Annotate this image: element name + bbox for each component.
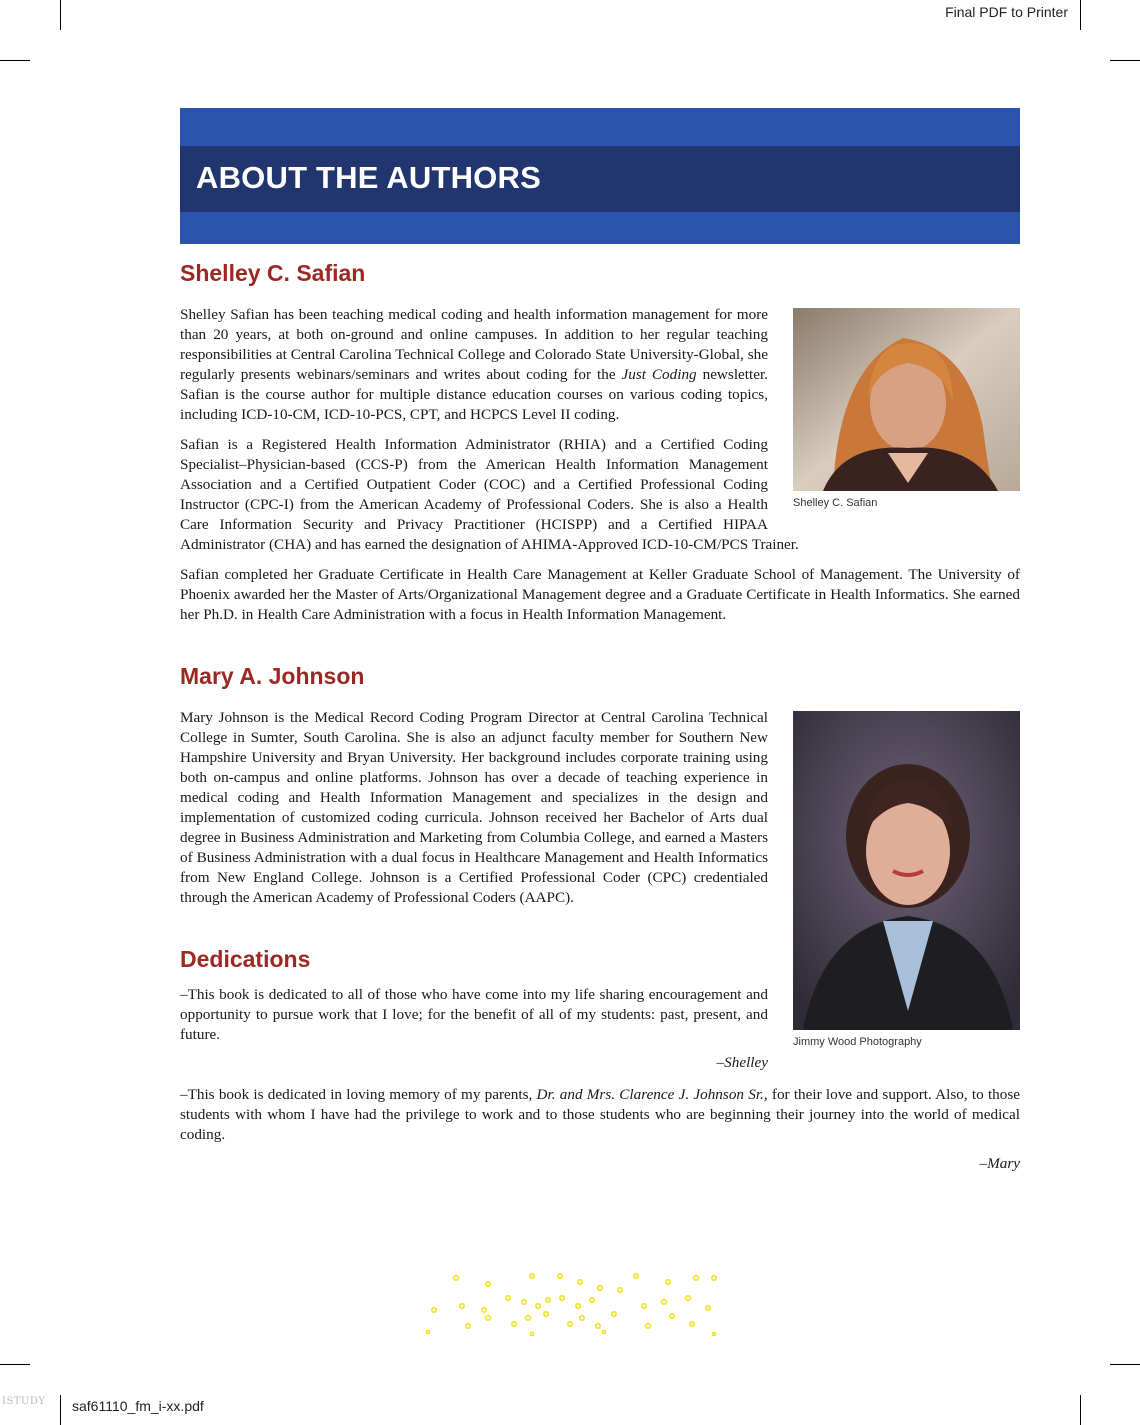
crop-mark bbox=[1080, 0, 1081, 30]
crop-mark bbox=[1080, 1395, 1081, 1425]
footer-filename: saf61110_fm_i-xx.pdf bbox=[72, 1398, 204, 1414]
dedication-signature: –Shelley bbox=[716, 1054, 768, 1071]
photo-caption: Shelley C. Safian bbox=[793, 497, 878, 509]
watermark: ISTUDY bbox=[2, 1396, 46, 1407]
bio-text: Shelley Safian has been teaching medical coding and health information management for more than 20 years, at both on-ground and online campuses. In addition to her regular teaching responsibilities at Central Carolina Technical College and Colorado State University-Global, she regularly presents webinars/seminars and writes about coding for the bbox=[180, 306, 768, 383]
bio-text: newsletter. Safian is the course author for multiple distance education courses on various coding topics, including ICD-10-CM, ICD-10-PCS, CPT, and HCPCS Level II coding. bbox=[180, 366, 768, 423]
dedication-text bbox=[180, 1085, 1020, 1145]
photo-spacer bbox=[768, 305, 1020, 521]
parents-name: Dr. and Mrs. Clarence J. Johnson Sr., bbox=[536, 1086, 768, 1103]
newsletter-title: Just Coding bbox=[621, 366, 697, 383]
dedication-mary bbox=[180, 1085, 1020, 1155]
section-banner bbox=[180, 108, 1020, 244]
dedication-text: –This book is dedicated to all of those who have come into my life sharing encouragement and opportunity to pursue work that I love; for the benefit of all of my students: past, present, and future. bbox=[180, 986, 768, 1043]
bio-paragraph: Safian is a Registered Health Information Administrator (RHIA) and a Certified Coding Specialist–Physician-based (CCS-P) from the American Health Information Management Association and a Certified Outpatient Coder (COC) and a Certified Professional Coding Instructor (CPC-I) from the American Academy of Professional Coders. She is also a Health Care Information Security and Privacy Practitioner (HCISPP) and a Certified HIPAA Administrator (CHA) and has earned the designation of AHIMA-Approved ICD-10-CM/PCS Trainer. bbox=[180, 436, 799, 553]
bio-paragraph: Mary Johnson is the Medical Record Coding Program Director at Central Carolina Technical College in Sumter, South Carolina. She is also an adjunct faculty member for Southern New Hampshire University and Bryan University. Her background includes corporate training using both on-campus and online platforms. Johnson has over a decade of teaching experience in medical coding and Health Information Management and specializes in the design and implementation of customized coding curricula. Johnson received her Bachelor of Arts dual degree in Business Administration and Marketing from Columbia College, and earned a Masters of Business Administration with a dual focus in Healthcare Management and Health Informatics from New England College. Johnson is a Certified Professional Coder (CPC) credentialed through the American Academy of Professional Coders (AAPC). bbox=[180, 709, 768, 906]
page-title: ABOUT THE AUTHORS bbox=[196, 160, 541, 195]
crop-mark bbox=[60, 0, 61, 30]
crop-mark bbox=[1110, 1364, 1140, 1365]
bio-paragraph: Safian completed her Graduate Certificate in Health Care Management at Keller Graduate School of Management. The University of Phoenix awarded her the Master of Arts/Organizational Management degree and a Graduate Certificate in Health Informatics. She earned her Ph.D. in Health Care Administration with a focus in Health Information Management. bbox=[180, 566, 1020, 623]
crop-mark bbox=[0, 1364, 30, 1365]
dedication-text-part: for their love and support. Also, to those students with whom I have had the privilege to work and to those students who are beginning their journey into the world of medical coding. bbox=[180, 1086, 1020, 1143]
dedication-signature: –Mary bbox=[979, 1155, 1020, 1172]
author-heading-safian: Shelley C. Safian bbox=[180, 260, 366, 286]
crop-mark bbox=[60, 1395, 61, 1425]
photo-caption: Jimmy Wood Photography bbox=[793, 1036, 922, 1048]
running-header: Final PDF to Printer bbox=[945, 4, 1068, 20]
banner-band bbox=[180, 146, 1020, 212]
dedications-heading: Dedications bbox=[180, 946, 311, 972]
dedication-text-part: –This book is dedicated in loving memory of my parents, bbox=[180, 1086, 537, 1103]
crop-mark bbox=[0, 60, 30, 61]
author-bio-safian bbox=[180, 305, 1020, 635]
crop-mark bbox=[1110, 60, 1140, 61]
author-heading-johnson: Mary A. Johnson bbox=[180, 663, 365, 689]
author-photo-johnson bbox=[793, 711, 1020, 1030]
dedication-shelley bbox=[180, 985, 768, 1055]
decorative-dots bbox=[424, 1272, 720, 1336]
author-bio-johnson bbox=[180, 708, 768, 918]
